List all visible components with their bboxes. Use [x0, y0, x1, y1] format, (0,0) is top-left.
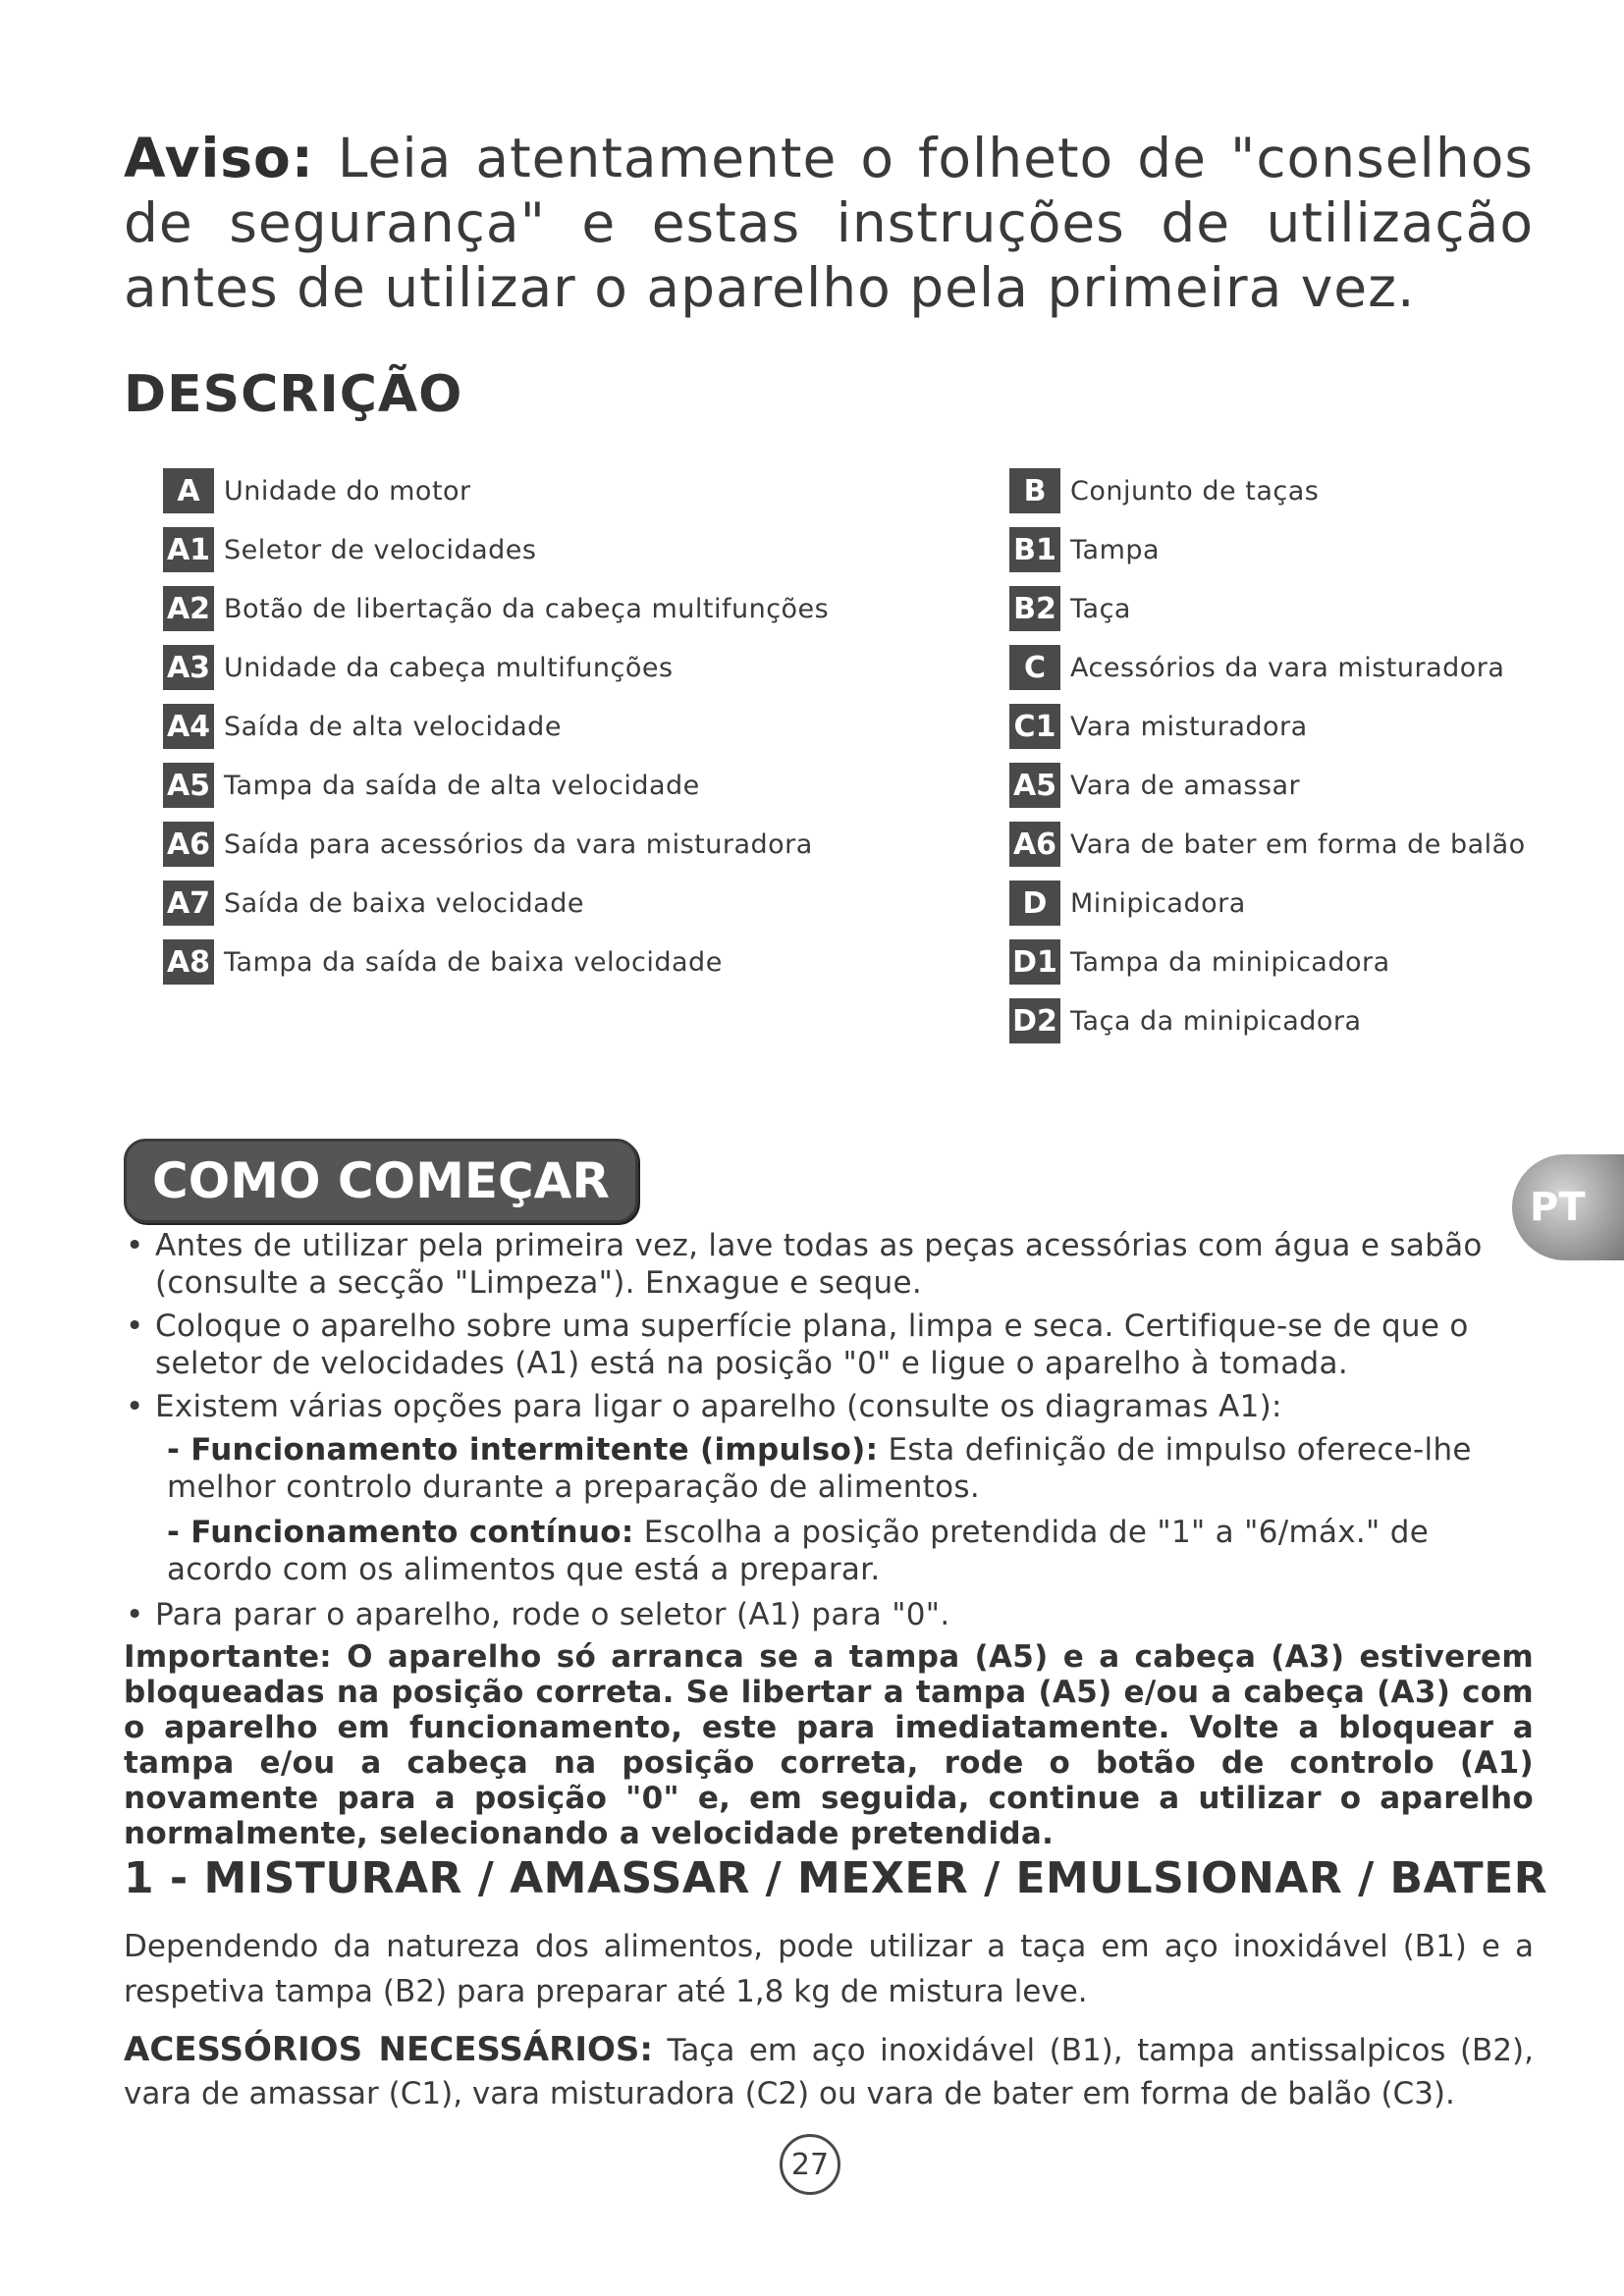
- part-code-badge: A3: [163, 645, 214, 690]
- getting-started-heading: COMO COMEÇAR: [124, 1139, 638, 1223]
- part-code-badge: A5: [163, 763, 214, 808]
- part-code-badge: D1: [1009, 939, 1060, 985]
- description-item: [1009, 638, 1526, 697]
- description-item: [1009, 991, 1526, 1050]
- bullet-item: • Existem várias opções para ligar o aparelho (consulte os diagramas A1):: [124, 1388, 1534, 1425]
- description-item: [163, 520, 829, 579]
- part-label: Saída de alta velocidade: [224, 711, 562, 742]
- description-item: [163, 697, 829, 756]
- sub-item-continuous: [124, 1514, 1534, 1588]
- description-item: [163, 756, 829, 815]
- part-code-badge: A5: [1009, 763, 1060, 808]
- part-label: Acessórios da vara misturadora: [1070, 652, 1505, 683]
- part-label: Botão de libertação da cabeça multifunções: [224, 593, 830, 624]
- description-item: [1009, 756, 1526, 815]
- section-1-paragraph: Dependendo da natureza dos alimentos, pode utilizar a taça em aço inoxidável (B1) e a respetiva tampa (B2) para preparar até 1,8 kg de mistura leve.: [124, 1929, 1534, 2009]
- part-label: Tampa da saída de baixa velocidade: [224, 946, 723, 978]
- part-label: Conjunto de taças: [1070, 475, 1320, 507]
- required-accessories: [124, 2028, 1534, 2115]
- part-code-badge: A2: [163, 586, 214, 631]
- description-item: [163, 815, 829, 874]
- part-label: Saída para acessórios da vara misturadora: [224, 828, 813, 860]
- sub-item-text: Escolha a posição pretendida de "1" a "6/máx." de acordo com os alimentos que está a preparar.: [167, 1515, 1430, 1587]
- description-item: [163, 933, 829, 991]
- description-item: [1009, 520, 1526, 579]
- sub-item-intermittent: [124, 1431, 1534, 1506]
- bullet-item: • Coloque o aparelho sobre uma superfície plana, limpa e seca. Certifique-se de que o seletor de velocidades (A1) está na posição "0" e ligue o aparelho à tomada.: [124, 1308, 1534, 1382]
- part-code-badge: B2: [1009, 586, 1060, 631]
- description-item: [1009, 697, 1526, 756]
- sub-item-text: Esta definição de impulso oferece-lhe melhor controlo durante a preparação de alimentos.: [167, 1432, 1472, 1505]
- part-code-badge: A6: [163, 822, 214, 867]
- bullet-item: • Antes de utilizar pela primeira vez, lave todas as peças acessórias com água e sabão (consulte a secção "Limpeza"). Enxague e seque.: [124, 1227, 1534, 1302]
- description-title: DESCRIÇÃO: [124, 365, 463, 424]
- description-item: [1009, 874, 1526, 933]
- part-code-badge: D: [1009, 881, 1060, 926]
- description-item: [1009, 579, 1526, 638]
- description-list-right: [1009, 461, 1526, 1050]
- language-tab-label: PT: [1530, 1185, 1586, 1230]
- part-label: Saída de baixa velocidade: [224, 887, 584, 919]
- description-item: [1009, 815, 1526, 874]
- part-label: Tampa da minipicadora: [1070, 946, 1390, 978]
- part-code-badge: C: [1009, 645, 1060, 690]
- part-label: Minipicadora: [1070, 887, 1246, 919]
- part-label: Vara de amassar: [1070, 770, 1301, 801]
- description-list-left: [163, 461, 829, 991]
- bullet-item: • Para parar o aparelho, rode o seletor (A1) para "0".: [124, 1596, 1534, 1633]
- part-label: Taça da minipicadora: [1070, 1005, 1362, 1037]
- getting-started-body: [124, 1227, 1534, 1851]
- part-label: Unidade da cabeça multifunções: [224, 652, 674, 683]
- part-code-badge: A1: [163, 527, 214, 572]
- description-item: [163, 874, 829, 933]
- part-code-badge: A6: [1009, 822, 1060, 867]
- part-code-badge: B1: [1009, 527, 1060, 572]
- part-code-badge: A4: [163, 704, 214, 749]
- important-note: Importante: O aparelho só arranca se a tampa (A5) e a cabeça (A3) estiverem bloqueadas na posição correta. Se libertar a tampa (A5) e/ou a cabeça (A3) com o aparelho em funcionamento, este para imediatamente. Volte a bloquear a tampa e/ou a cabeça na posição correta, rode o botão de controlo (A1) novamente para a posição "0" e, em seguida, continue a utilizar o aparelho normalmente, selecionando a velocidade pretendida.: [124, 1639, 1534, 1851]
- part-code-badge: A: [163, 468, 214, 513]
- page-number: 27: [780, 2134, 840, 2195]
- part-label: Unidade do motor: [224, 475, 471, 507]
- warning-paragraph: [124, 126, 1534, 320]
- part-code-badge: A8: [163, 939, 214, 985]
- part-label: Tampa da saída de alta velocidade: [224, 770, 700, 801]
- description-item: [1009, 461, 1526, 520]
- section-1-heading: 1 - MISTURAR / AMASSAR / MEXER / EMULSIONAR / BATER: [124, 1853, 1548, 1903]
- required-accessories-text: Taça em aço inoxidável (B1), tampa antissalpicos (B2), vara de amassar (C1), vara misturadora (C2) ou vara de bater em forma de balão (C3).: [124, 2033, 1534, 2111]
- part-label: Vara misturadora: [1070, 711, 1308, 742]
- part-code-badge: C1: [1009, 704, 1060, 749]
- description-item: [163, 638, 829, 697]
- part-code-badge: D2: [1009, 998, 1060, 1043]
- part-label: Seletor de velocidades: [224, 534, 537, 565]
- part-code-badge: B: [1009, 468, 1060, 513]
- sub-item-label: - Funcionamento contínuo:: [167, 1515, 634, 1550]
- warning-text: Leia atentamente o folheto de "conselhos de segurança" e estas instruções de utilização antes de utilizar o aparelho pela primeira vez.: [124, 127, 1534, 319]
- description-item: [163, 461, 829, 520]
- sub-item-label: - Funcionamento intermitente (impulso):: [167, 1432, 879, 1468]
- part-label: Tampa: [1070, 534, 1161, 565]
- description-item: [1009, 933, 1526, 991]
- part-label: Taça: [1070, 593, 1131, 624]
- part-label: Vara de bater em forma de balão: [1070, 828, 1526, 860]
- required-accessories-label: ACESSÓRIOS NECESSÁRIOS:: [124, 2030, 653, 2069]
- description-item: [163, 579, 829, 638]
- part-code-badge: A7: [163, 881, 214, 926]
- warning-label: Aviso:: [124, 127, 314, 189]
